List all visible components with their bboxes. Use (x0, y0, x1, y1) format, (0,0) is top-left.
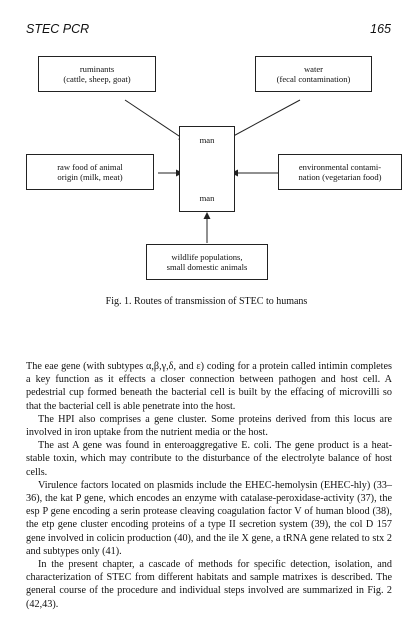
man-bottom-label: man (199, 193, 215, 203)
man-box (179, 126, 235, 212)
environmental-box (278, 154, 402, 190)
man-top-label: man (199, 135, 215, 145)
raw-food-line1: raw food of animal (57, 162, 123, 172)
paragraph-chapter-overview: In the present chapter, a cascade of methods for specific detection, isolation, and characterization of STEC from different habitats and sample matrixes is described. The general course of the procedure and individual steps involved are summarized in Fig. 2 (42,43). (26, 559, 392, 610)
environmental-line2: nation (vegetarian food) (298, 172, 382, 182)
arrow-ruminants-to-man (125, 100, 185, 140)
paragraph-eae: The eae gene (with subtypes α,β,γ,δ, and ε) coding for a protein called intimin completes a key function as it effects a closer connection between pathogen and host cell. A pedestrial cup formed beneath the bacterial cell is built by the effacing of microvilli so that the bacterial cell is able penetrate into the host. (26, 361, 392, 412)
paragraph-asta: The ast A gene was found in enteroaggregative E. coli. The gene product is a heat-stable toxin, which may contribute to the disturbance of the electrolyte balance of host cells. (26, 440, 392, 478)
page-header (26, 22, 391, 40)
raw-food-box (26, 154, 154, 190)
ruminants-box (38, 56, 156, 92)
environmental-line1: environmental contami- (298, 162, 382, 172)
water-box (255, 56, 372, 92)
ruminants-detail: (cattle, sheep, goat) (63, 74, 131, 84)
running-head: STEC PCR (26, 22, 90, 36)
water-title: water (303, 64, 324, 74)
water-detail: (fecal contamination) (276, 74, 351, 84)
raw-food-line2: origin (milk, meat) (57, 172, 123, 182)
page-number: 165 (370, 22, 391, 36)
wildlife-line1: wildlife populations, (171, 252, 243, 262)
ruminants-title: ruminants (79, 64, 115, 74)
wildlife-line2: small domestic animals (166, 262, 248, 272)
body-text (26, 360, 392, 611)
paragraph-plasmid-factors: Virulence factors located on plasmids include the EHEC-hemolysin (EHEC-hly) (33–36), the kat P gene, which encodes an enzyme with catalase-peroxidase-activity (37), the esp P gene encoding a serin protease cleaving coagulation factor V of human blood (38), the etp gene cluster encoding proteins of a type II secretion system (39), the col D 157 gene involved in colicin production (40), and the ile X gene, a tRNA gene related to stx 2 and subtypes only (41). (26, 479, 392, 557)
figure-caption: Fig. 1. Routes of transmission of STEC to humans (105, 296, 308, 307)
wildlife-box (146, 244, 268, 280)
transmission-figure (0, 48, 413, 288)
paragraph-hpi: The HPI also comprises a gene cluster. Some proteins derived from this locus are involved in iron uptake from the nutrient media or the host. (26, 413, 392, 439)
arrow-water-to-man (226, 100, 300, 140)
